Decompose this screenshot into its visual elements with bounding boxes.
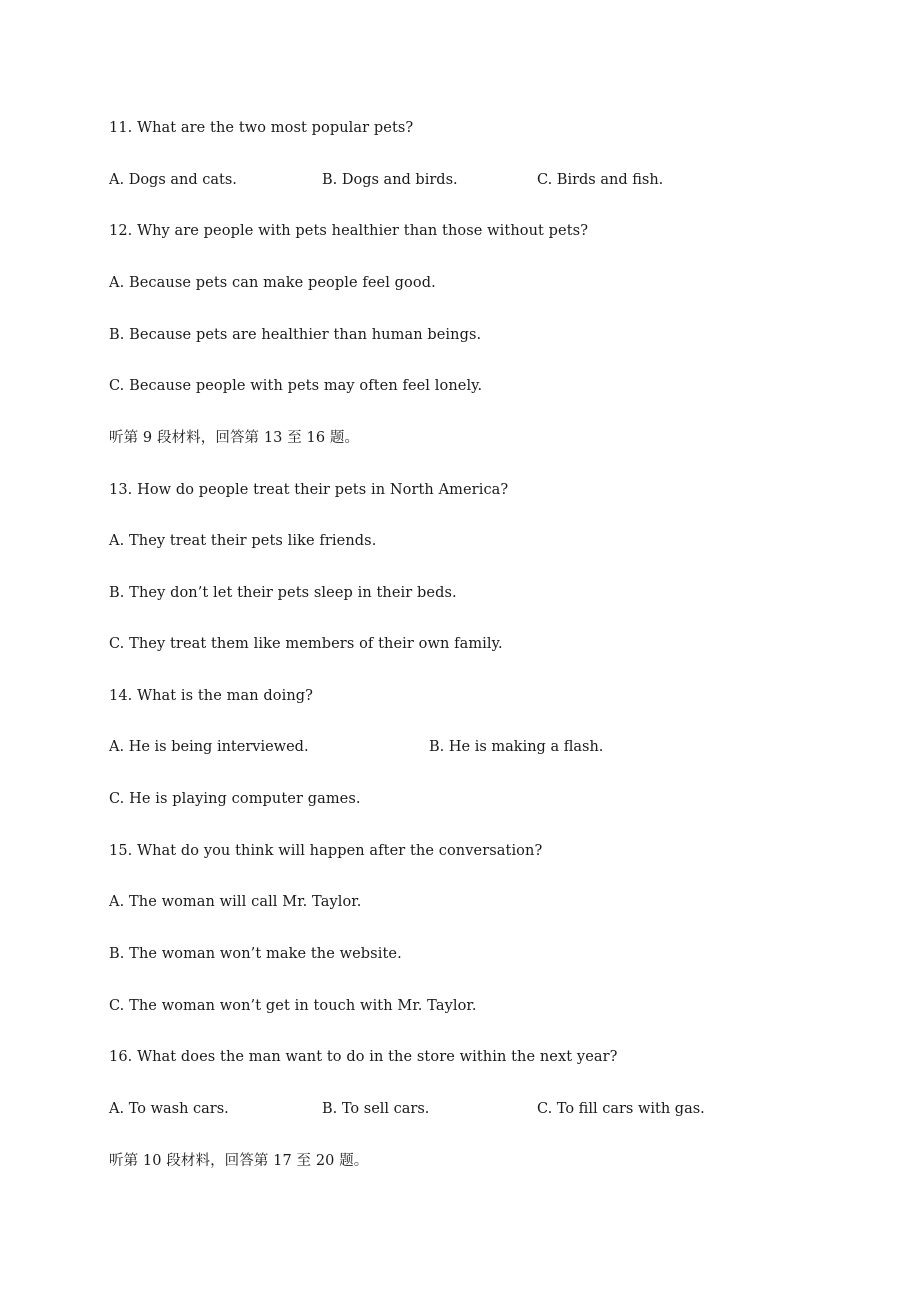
question-13-option-c: C. They treat them like members of their own family. bbox=[109, 636, 503, 652]
question-14-option-a: A. He is being interviewed. bbox=[109, 739, 309, 755]
question-12-option-b: B. Because pets are healthier than human beings. bbox=[109, 327, 482, 343]
question-16-option-a: A. To wash cars. bbox=[109, 1101, 229, 1117]
question-16-option-b: B. To sell cars. bbox=[322, 1101, 430, 1117]
question-16-options bbox=[109, 1098, 829, 1120]
question-13: 13. How do people treat their pets in North America? bbox=[109, 482, 509, 498]
question-13-option-b: B. They don’t let their pets sleep in their beds. bbox=[109, 585, 457, 601]
question-12-option-c: C. Because people with pets may often feel lonely. bbox=[109, 378, 483, 394]
question-16: 16. What does the man want to do in the store within the next year? bbox=[109, 1049, 618, 1065]
question-15-option-a: A. The woman will call Mr. Taylor. bbox=[109, 894, 362, 910]
question-15: 15. What do you think will happen after the conversation? bbox=[109, 843, 543, 859]
question-12-option-a: A. Because pets can make people feel good. bbox=[109, 275, 436, 291]
question-11-option-c: C. Birds and fish. bbox=[537, 172, 664, 188]
question-13-option-a: A. They treat their pets like friends. bbox=[109, 533, 377, 549]
question-14-option-b: B. He is making a flash. bbox=[429, 739, 604, 755]
question-14: 14. What is the man doing? bbox=[109, 688, 314, 704]
question-11-option-b: B. Dogs and birds. bbox=[322, 172, 458, 188]
question-16-option-c: C. To fill cars with gas. bbox=[537, 1101, 705, 1117]
question-11-options bbox=[109, 169, 829, 191]
section-10-instruction: 听第 10 段材料，回答第 17 至 20 题。 bbox=[109, 1153, 369, 1169]
section-9-instruction: 听第 9 段材料，回答第 13 至 16 题。 bbox=[109, 430, 360, 446]
question-15-option-c: C. The woman won’t get in touch with Mr. Taylor. bbox=[109, 998, 477, 1014]
question-11-option-a: A. Dogs and cats. bbox=[109, 172, 237, 188]
question-14-option-c: C. He is playing computer games. bbox=[109, 791, 361, 807]
question-12: 12. Why are people with pets healthier than those without pets? bbox=[109, 223, 589, 239]
question-11: 11. What are the two most popular pets? bbox=[109, 120, 414, 136]
question-15-option-b: B. The woman won’t make the website. bbox=[109, 946, 402, 962]
question-14-options bbox=[109, 736, 829, 758]
